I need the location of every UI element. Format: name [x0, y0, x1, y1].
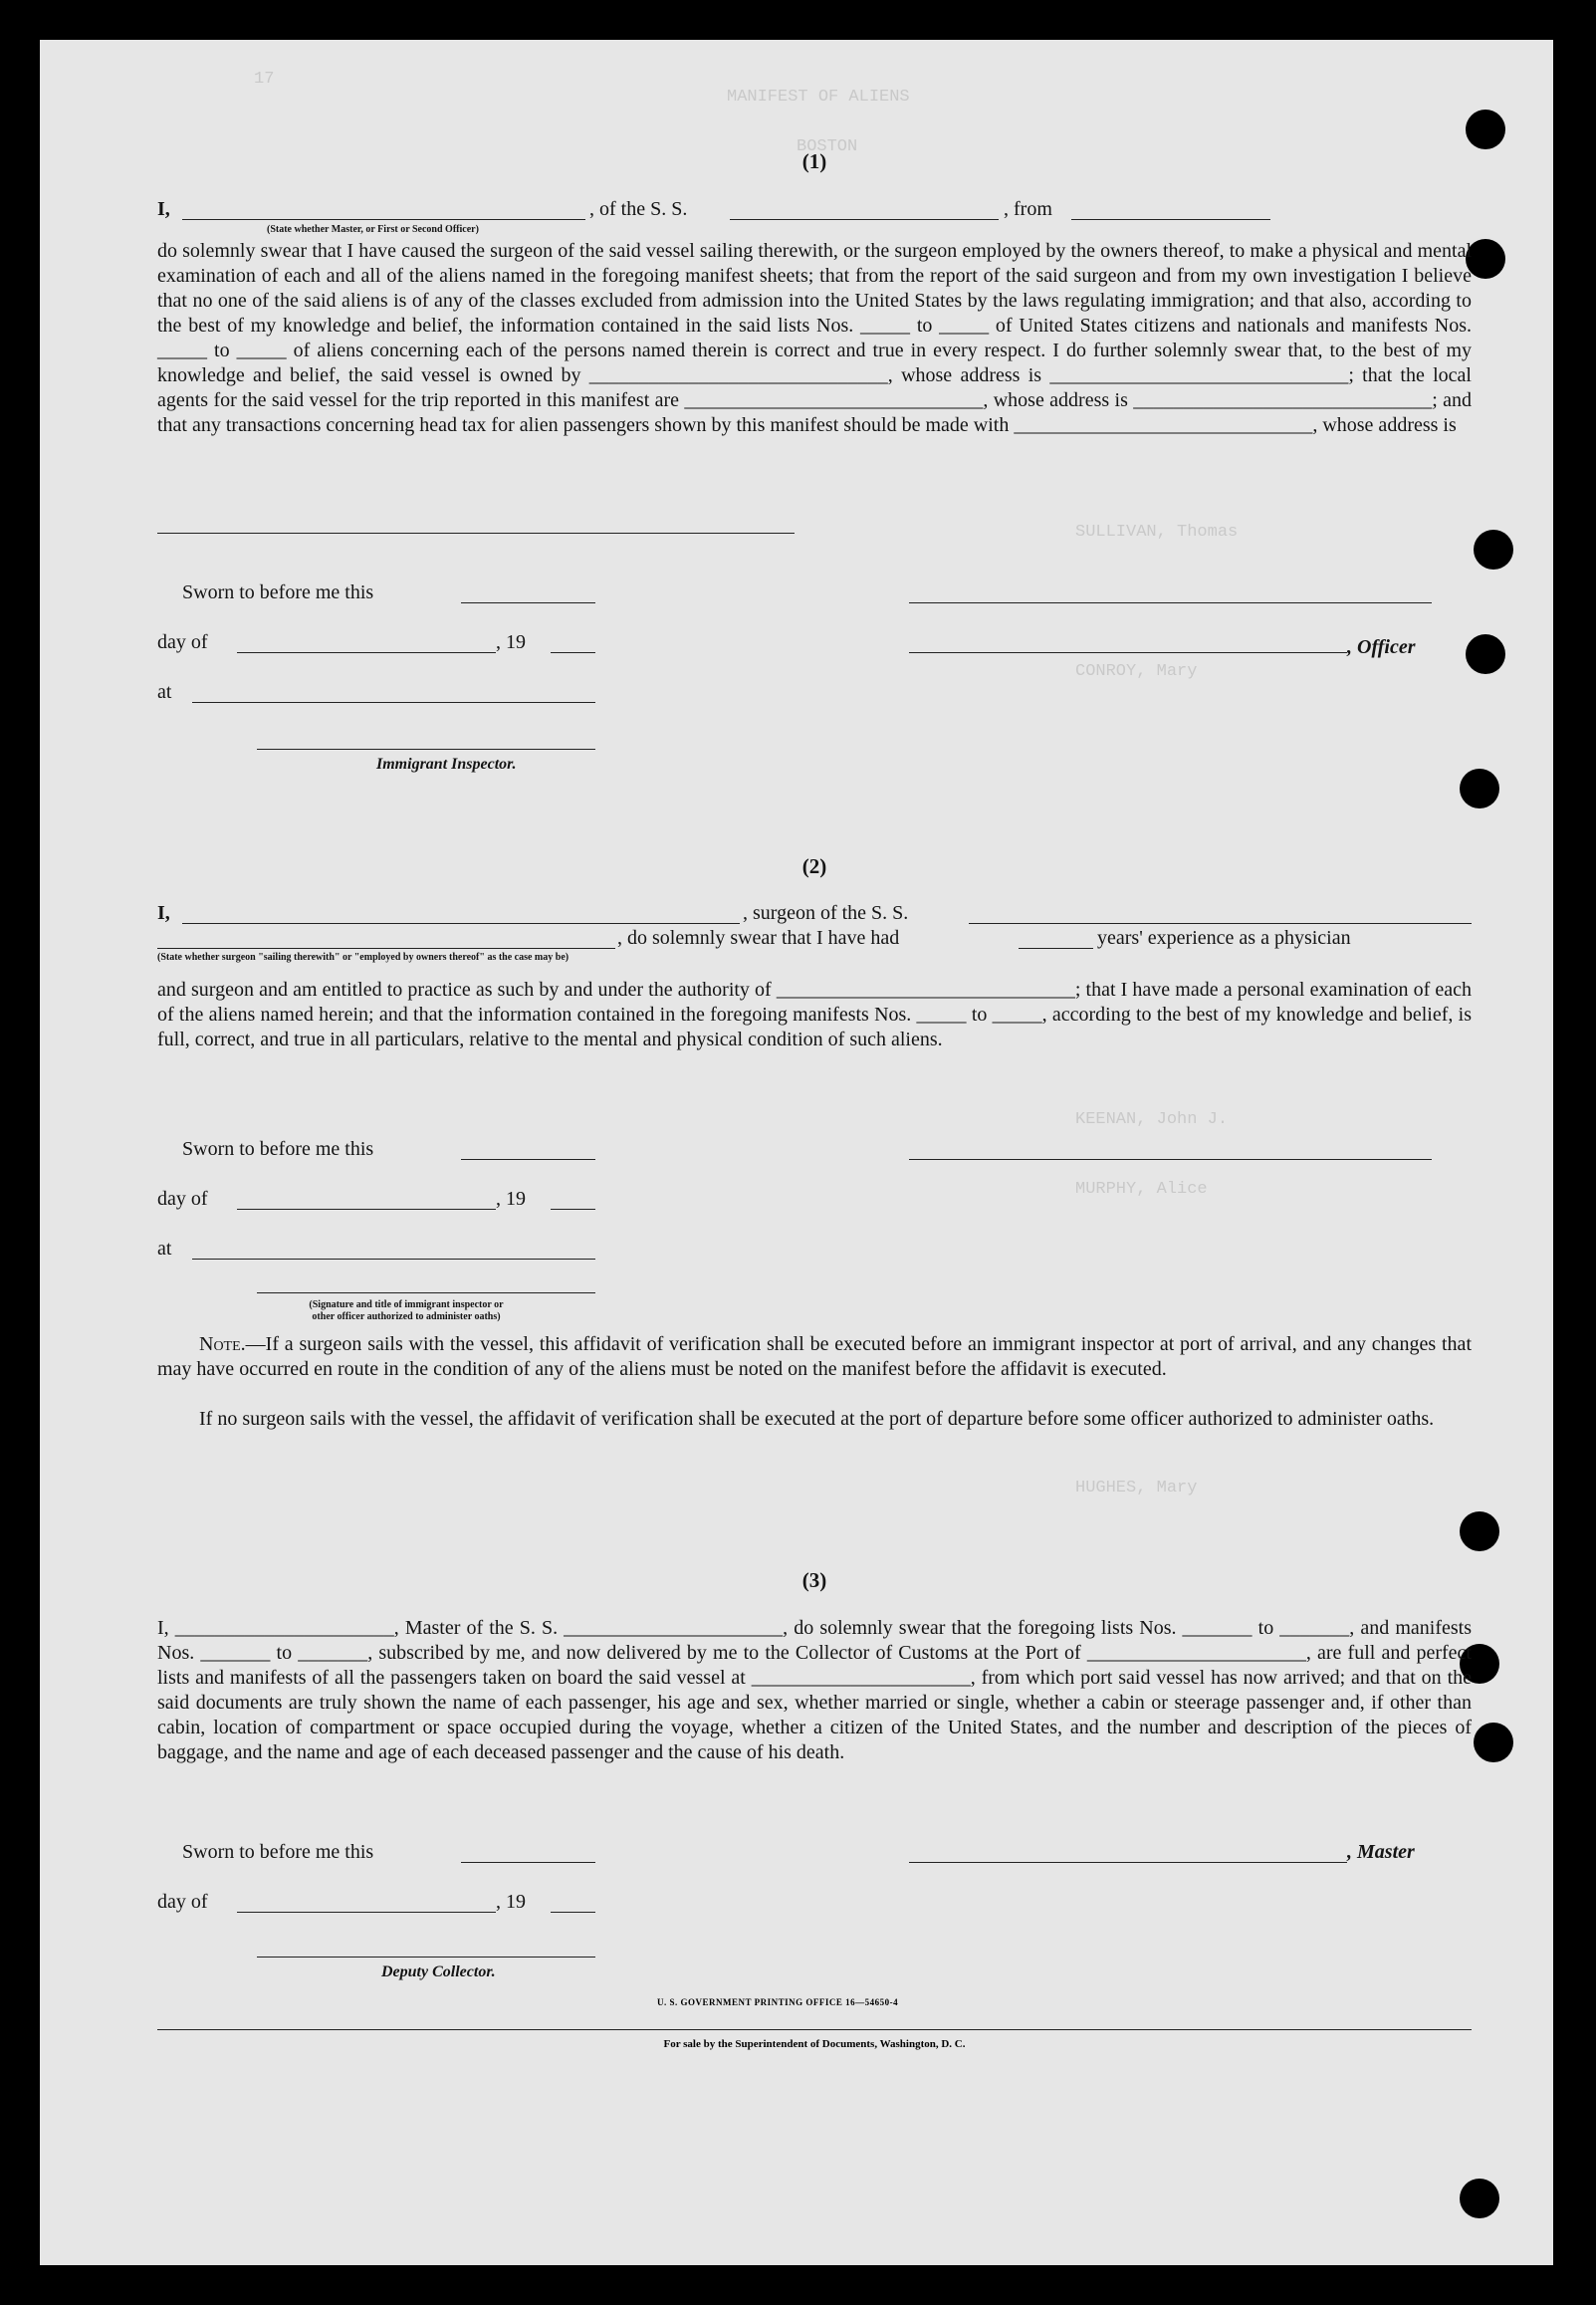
- oath-paragraph: do solemnly swear that I have caused the surgeon of the said vessel sailing therewith, or the surgeon employed by the owners thereof, to make a physical and mental examination of each and all of the aliens named in the foregoing manifest sheets; that from the report of the said surgeon and from my own investigation I believe that no one of the said aliens is of any of the classes excluded from admission into the United States by the laws regulating immigration; and that also, according to the best of my knowledge and belief, the information contained in the said lists Nos. _____ to _____ of United States citizens and nationals and manifests Nos. _____ to _____ of aliens concerning each of the persons named therein is correct and true in every respect. I do further solemnly swear that, to the best of my knowledge and belief, the said vessel is owned by ______________________________, whose address is ______________________________; that the local agents for the said vessel for the trip reported in this manifest are ______________________________, whose address is ______________________________; and that any transactions concerning head tax for alien passengers shown by this manifest should be made with ______________________________, whose address is: [157, 240, 1472, 436]
- year-label: , 19: [496, 631, 526, 653]
- bleed-through-text: HUGHES, Mary: [1075, 1479, 1198, 1498]
- master-paragraph: I, ______________________, Master of the S. S. ______________________, do solemnly swear that the foregoing lists Nos. _______ to _______, and manifests Nos. _______ to _______, subscribed by me, and now delivered by me to the Collector of Customs at the Port of ______________________, are full and perfect lists and manifests of all the passengers taken on board the said vessel at ______________________, from which port said vessel has now arrived; and that on the said documents are truly shown the name of each passenger, his age and sex, whether married or single, whether a cabin or steerage passenger and, if other than cabin, location of compartment or space occupied during the voyage, whether a citizen of the United States, and the number and description of the pieces of baggage, and the name and age of each deceased passenger and the cause of his death.: [157, 1617, 1472, 1763]
- officer-label: , Officer: [1347, 636, 1416, 658]
- section-1-number: (1): [801, 149, 827, 173]
- signature-note: (Signature and title of immigrant inspector or: [309, 1299, 504, 1310]
- years-experience-label: years' experience as a physician: [1097, 927, 1351, 949]
- at-label: at: [157, 1238, 172, 1260]
- day-of-label: day of: [157, 631, 208, 653]
- sworn-label: Sworn to before me this: [182, 1841, 374, 1863]
- note-label: Note.: [199, 1333, 246, 1355]
- signature-note: other officer authorized to administer oaths): [312, 1311, 501, 1322]
- sworn-label: Sworn to before me this: [182, 1138, 374, 1160]
- punch-hole: [1474, 530, 1513, 570]
- surgeon-of-label: , surgeon of the S. S.: [743, 902, 909, 924]
- punch-hole: [1466, 634, 1505, 674]
- printing-office-line: U. S. GOVERNMENT PRINTING OFFICE 16—54650-4: [657, 1997, 899, 2007]
- at-label: at: [157, 681, 172, 703]
- signature-line[interactable]: [909, 1862, 1347, 1863]
- year-label: , 19: [496, 1188, 526, 1210]
- bleed-through-text: MURPHY, Alice: [1075, 1180, 1208, 1199]
- note-paragraph-2: If no surgeon sails with the vessel, the affidavit of verification shall be executed at the port of departure before some officer authorized to administer oaths.: [199, 1408, 1435, 1430]
- line-i: I,: [157, 198, 170, 220]
- swear-had-label: , do solemnly swear that I have had: [617, 927, 900, 949]
- sworn-label: Sworn to before me this: [182, 581, 374, 603]
- manifest-verification-page: [40, 40, 1553, 2265]
- surgeon-note: (State whether surgeon "sailing therewith" or "employed by owners thereof" as the case may be): [157, 952, 570, 963]
- bleed-through-text: 17: [254, 70, 275, 89]
- signature-line[interactable]: [257, 1957, 595, 1958]
- bleed-through-text: KEENAN, John J.: [1075, 1110, 1229, 1129]
- blank-line[interactable]: [551, 1912, 595, 1913]
- surgeon-paragraph: and surgeon and am entitled to practice as such by and under the authority of ______________________________; that I have made a personal examination of each of the aliens named herein; and that the information contained in the foregoing manifests Nos. _____ to _____, according to the best of my knowledge and belief, is full, correct, and true in all particulars, relative to the mental and physical condition of such aliens.: [157, 979, 1472, 1050]
- section-3-number: (3): [801, 1568, 827, 1592]
- punch-hole: [1474, 1723, 1513, 1762]
- year-label: , 19: [496, 1891, 526, 1913]
- inspector-label: Immigrant Inspector.: [376, 756, 517, 773]
- bleed-through-text: SULLIVAN, Thomas: [1075, 523, 1239, 542]
- note-text: —If a surgeon sails with the vessel, this affidavit of verification shall be executed before an immigrant inspector at port of arrival, and any changes that may have occurred en route in the condition of any of the aliens must be noted on the manifest before the affidavit is executed.: [157, 1333, 1472, 1380]
- blank-line[interactable]: [237, 1912, 496, 1913]
- day-of-label: day of: [157, 1188, 208, 1210]
- punch-hole: [1460, 2179, 1499, 2218]
- master-note: (State whether Master, or First or Second Officer): [267, 224, 479, 235]
- footer-rule: [157, 2029, 1472, 2030]
- punch-hole: [1466, 239, 1505, 279]
- day-of-label: day of: [157, 1891, 208, 1913]
- collector-label: Deputy Collector.: [381, 1963, 496, 1980]
- from-label: , from: [1004, 198, 1052, 220]
- bleed-through-text: MANIFEST OF ALIENS: [727, 88, 910, 107]
- punch-hole: [1466, 110, 1505, 149]
- section-2-number: (2): [801, 854, 827, 878]
- blank-line[interactable]: [461, 1862, 595, 1863]
- line-i: I,: [157, 902, 170, 924]
- section-3-master-oath: [157, 40, 1472, 2131]
- bleed-through-text: CONROY, Mary: [1075, 662, 1198, 681]
- of-the-ss-label: , of the S. S.: [589, 198, 688, 220]
- bleed-through-text: BOSTON: [797, 137, 858, 156]
- for-sale-line: For sale by the Superintendent of Documents, Washington, D. C.: [663, 2038, 966, 2050]
- master-label: , Master: [1347, 1841, 1415, 1863]
